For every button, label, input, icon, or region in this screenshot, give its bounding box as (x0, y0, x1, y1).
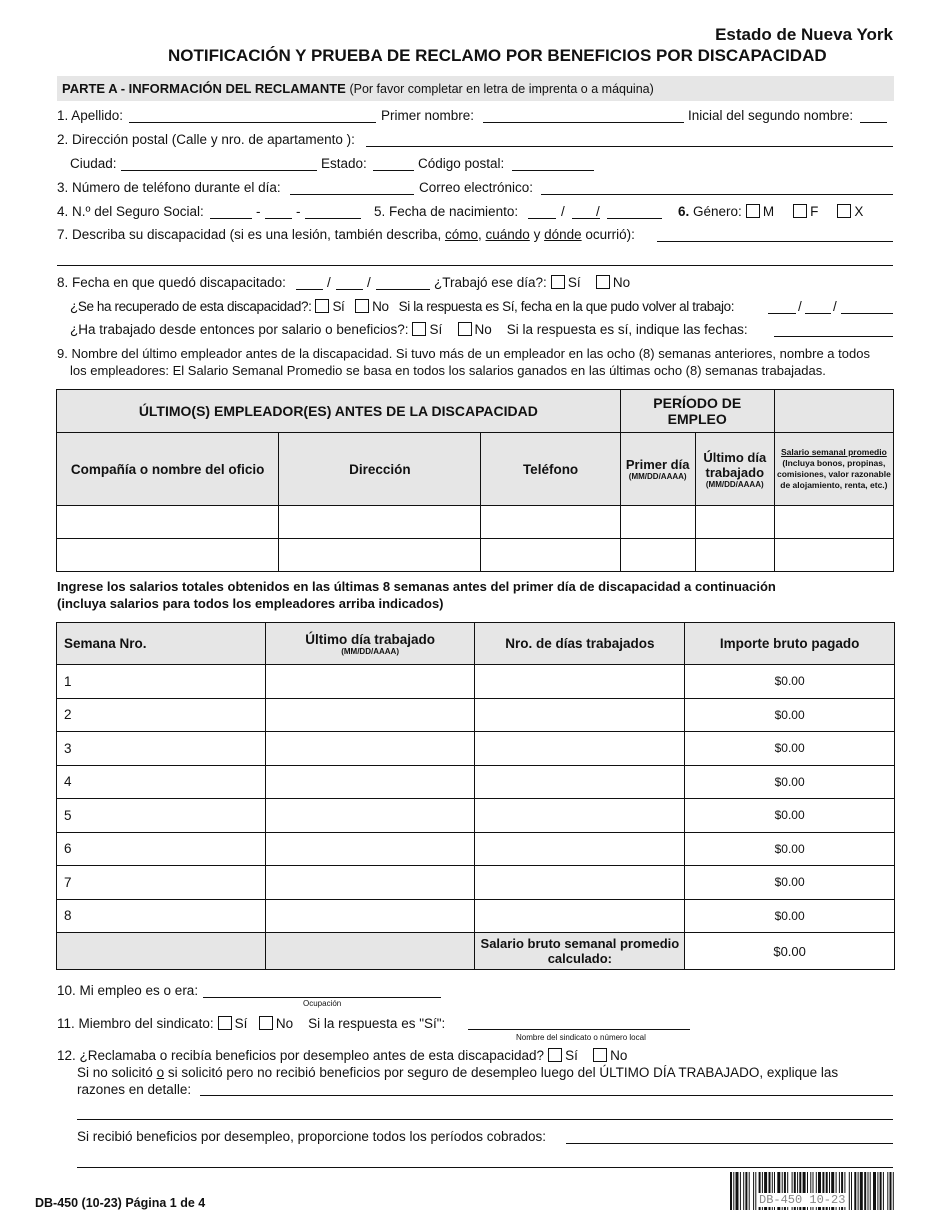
barcode-bar (749, 1172, 750, 1210)
barcode-bar (733, 1172, 734, 1210)
zip-field[interactable] (512, 170, 594, 171)
barcode-bar (877, 1172, 878, 1210)
table-row (57, 732, 895, 766)
worked-since-dates-field[interactable] (774, 336, 893, 337)
recovered-yes-label: Sí (332, 299, 345, 314)
avg-blank-1 (57, 933, 266, 970)
q5-dob-label: 5. Fecha de nacimiento: (374, 204, 519, 219)
barcode-text: DB-450 10-23 (759, 1193, 846, 1207)
week-amount[interactable]: $0.00 (685, 732, 895, 766)
union-yes-label: Sí (234, 1016, 248, 1031)
col-last-day-label: Último día trabajado (703, 449, 767, 480)
week-amount[interactable]: $0.00 (685, 899, 895, 933)
col-wage-last-day (265, 623, 475, 665)
week-days-cell[interactable] (475, 732, 685, 766)
week-last-day-cell[interactable] (265, 832, 475, 866)
employer-cell[interactable] (774, 506, 893, 539)
q12-line-2 (77, 1065, 838, 1081)
barcode-bar (887, 1172, 888, 1210)
return-day-field[interactable] (805, 313, 831, 314)
employer-cell[interactable] (57, 539, 279, 572)
worked-day-yes-checkbox[interactable] (551, 275, 565, 289)
week-amount[interactable]: $0.00 (685, 698, 895, 732)
employer-cell[interactable] (481, 539, 620, 572)
union-no-label: No (275, 1016, 294, 1031)
occupation-caption: Ocupación (303, 999, 342, 1008)
wages-intro-2: (incluya salarios para todos los empleadores arriba indicados) (57, 596, 444, 611)
recovered-if-yes-label: Si la respuesta es Sí, fecha en la que pudo volver al trabajo: (398, 299, 735, 314)
part-a-subtitle: (Por favor completar en letra de imprenta o a máquina) (349, 82, 654, 96)
week-days-cell[interactable] (475, 832, 685, 866)
q6-number: 6. (678, 204, 690, 219)
q7-y: y (533, 227, 541, 242)
gender-label: Género: (693, 204, 742, 219)
col-week: Semana Nro. (57, 623, 266, 665)
gender-m-checkbox[interactable] (746, 204, 760, 218)
unemployment-yes-label: Sí (565, 1048, 578, 1063)
q10-label: 10. Mi empleo es o era: (57, 983, 199, 998)
dob-month-field[interactable] (528, 218, 556, 219)
col-wage-last-day-label: Último día trabajado (305, 631, 435, 647)
unemployment-yes-checkbox[interactable] (548, 1048, 562, 1062)
week-days-cell[interactable] (475, 799, 685, 833)
middle-initial-field[interactable] (860, 122, 887, 123)
recovered-row (70, 299, 734, 315)
wages-intro-1: Ingrese los salarios totales obtenidos en las últimas 8 semanas antes del primer día de discapacidad a continuación (57, 579, 776, 594)
zip-label: Código postal: (418, 156, 505, 171)
city-label: Ciudad: (70, 156, 117, 171)
week-last-day-cell[interactable] (265, 799, 475, 833)
gender-f-label: F (810, 204, 819, 219)
barcode-bar (868, 1172, 869, 1210)
worked-since-if-yes-label: Si la respuesta es sí, indique las fechas: (506, 322, 748, 337)
barcode-bar (864, 1172, 866, 1210)
worked-since-label: ¿Ha trabajado desde entonces por salario o beneficios?: (70, 322, 409, 337)
first-name-field[interactable] (483, 122, 684, 123)
employer-cell[interactable] (620, 539, 695, 572)
avg-value: $0.00 (685, 933, 895, 970)
col-first-day-label: Primer día (625, 457, 690, 472)
q8-disabled-date-label: 8. Fecha en que quedó discapacitado: (57, 275, 286, 290)
col-address: Dirección (279, 433, 481, 506)
q12-row (57, 1048, 627, 1064)
gender-x-label: X (854, 204, 864, 219)
union-yes-checkbox[interactable] (218, 1016, 232, 1030)
occupation-field[interactable] (203, 997, 441, 998)
disabled-year-field[interactable] (376, 289, 430, 290)
q9-line-2: los empleadores: El Salario Semanal Promedio se basa en todos los salarios ganados en las últimas ocho (8) semanas trabajadas. (70, 363, 826, 378)
week-number: 7 (57, 866, 266, 900)
ret-slash-2: / (833, 299, 837, 314)
q12-line-2-o: o (156, 1065, 165, 1080)
col-avg-wage (774, 433, 893, 506)
week-number: 2 (57, 698, 266, 732)
employer-cell[interactable] (279, 506, 481, 539)
part-a-header (57, 76, 894, 101)
week-days-cell[interactable] (475, 899, 685, 933)
ret-slash-1: / (798, 299, 802, 314)
q12-line-4: Si recibió beneficios por desempleo, proporcione todos los períodos cobrados: (77, 1129, 547, 1144)
col-phone: Teléfono (481, 433, 620, 506)
avg-blank-2 (265, 933, 475, 970)
dob-slash-2: / (596, 204, 600, 219)
week-last-day-cell[interactable] (265, 866, 475, 900)
ssn-part1-field[interactable] (210, 218, 252, 219)
disabled-month-field[interactable] (296, 289, 323, 290)
barcode-bar (743, 1172, 744, 1210)
worked-day-no-label: No (612, 275, 631, 290)
employer-main-header: ÚLTIMO(S) EMPLEADOR(ES) ANTES DE LA DISCAPACIDAD (57, 390, 621, 433)
week-last-day-cell[interactable] (265, 765, 475, 799)
periods-field-1[interactable] (566, 1143, 893, 1144)
week-amount[interactable]: $0.00 (685, 765, 895, 799)
q1-last-name-label: 1. Apellido: (57, 108, 124, 123)
worked-day-no-checkbox[interactable] (596, 275, 610, 289)
ssn-part2-field[interactable] (265, 218, 292, 219)
recovered-no-checkbox[interactable] (355, 299, 369, 313)
col-last-day (695, 433, 774, 506)
q12-line-2-post: si solicitó pero no recibió beneficios por seguro de desempleo luego del ÚLTIMO DÍA TRABAJADO, explique las (167, 1065, 839, 1080)
last-name-field[interactable] (129, 122, 376, 123)
table-row (57, 832, 895, 866)
reasons-field-1[interactable] (200, 1095, 893, 1096)
worked-since-row (70, 322, 748, 338)
barcode-bar (880, 1172, 882, 1210)
worked-since-yes-checkbox[interactable] (412, 322, 426, 336)
union-no-checkbox[interactable] (259, 1016, 273, 1030)
q4-ssn-label: 4. N.º del Seguro Social: (57, 204, 204, 219)
week-amount[interactable]: $0.00 (685, 866, 895, 900)
q11-label: 11. Miembro del sindicato: (57, 1016, 214, 1031)
col-company: Compañía o nombre del oficio (57, 433, 279, 506)
week-last-day-cell[interactable] (265, 665, 475, 699)
dob-year-field[interactable] (607, 218, 662, 219)
week-days-cell[interactable] (475, 765, 685, 799)
return-year-field[interactable] (841, 313, 893, 314)
week-number: 6 (57, 832, 266, 866)
phone-field[interactable] (290, 194, 414, 195)
col-first-day (620, 433, 695, 506)
employer-cell[interactable] (695, 539, 774, 572)
unemployment-no-label: No (610, 1048, 628, 1063)
form-title: NOTIFICACIÓN Y PRUEBA DE RECLAMO POR BENEFICIOS POR DISCAPACIDAD (168, 46, 827, 65)
week-last-day-cell[interactable] (265, 732, 475, 766)
barcode-bar (890, 1172, 892, 1210)
barcode-bar (730, 1172, 732, 1210)
unemployment-no-checkbox[interactable] (593, 1048, 607, 1062)
recovered-no-label: No (372, 299, 389, 314)
col-first-day-fmt: (MM/DD/AAAA) (628, 472, 687, 481)
employer-cell[interactable] (481, 506, 620, 539)
barcode-bar (873, 1172, 876, 1210)
week-last-day-cell[interactable] (265, 899, 475, 933)
state-label: Estado: (321, 156, 367, 171)
barcode-bar (849, 1172, 850, 1210)
week-number: 5 (57, 799, 266, 833)
part-a-title: PARTE A - INFORMACIÓN DEL RECLAMANTE (62, 81, 346, 96)
city-field[interactable] (121, 170, 317, 171)
worked-that-day (434, 275, 630, 291)
barcode-bar (870, 1172, 871, 1210)
col-avg-wage-note: (Incluya bonos, propinas, comisiones, valor razonable de alojamiento, renta, etc.) (776, 458, 891, 490)
barcode-bar (883, 1172, 884, 1210)
q7-como: cómo (444, 227, 478, 242)
first-name-label: Primer nombre: (381, 108, 475, 123)
table-row (57, 665, 895, 699)
employer-cell[interactable] (279, 539, 481, 572)
email-label: Correo electrónico: (419, 180, 534, 195)
recovered-yes-checkbox[interactable] (315, 299, 329, 313)
reasons-field-2[interactable] (77, 1119, 893, 1120)
q12-line-2-pre: Si no solicitó (77, 1065, 153, 1080)
worked-that-day-label: ¿Trabajó ese día?: (434, 275, 547, 290)
period-header: PERÍODO DE EMPLEO (620, 390, 774, 433)
q7-text-pre: 7. Describa su discapacidad (si es una lesión, también describa, (57, 227, 442, 242)
barcode-bar (753, 1172, 754, 1210)
week-number: 3 (57, 732, 266, 766)
week-number: 4 (57, 765, 266, 799)
employer-table (56, 389, 894, 572)
table-row (57, 506, 894, 539)
week-days-cell[interactable] (475, 698, 685, 732)
wages-table (56, 622, 895, 970)
ssn-part3-field[interactable] (305, 218, 361, 219)
table-row (57, 866, 895, 900)
barcode-bar (860, 1172, 863, 1210)
q3-phone-label: 3. Número de teléfono durante el día: (57, 180, 281, 195)
barcode-bar (854, 1172, 856, 1210)
disability-field-1[interactable] (657, 241, 893, 242)
disabled-day-field[interactable] (336, 289, 363, 290)
table-row (57, 539, 894, 572)
footer-page-info: DB-450 (10-23) Página 1 de 4 (35, 1196, 206, 1210)
email-field[interactable] (541, 194, 893, 195)
q7-cuando: cuándo (485, 227, 530, 242)
avg-label: Salario bruto semanal promedio calculado: (475, 933, 685, 970)
ssn-dash-2: - (296, 204, 301, 219)
worked-since-yes-label: Sí (429, 322, 443, 337)
union-name-field[interactable] (468, 1029, 690, 1030)
employer-cell[interactable] (57, 506, 279, 539)
state-title: Estado de Nueva York (715, 25, 893, 44)
barcode-bar (736, 1172, 739, 1210)
dis-slash-2: / (367, 275, 371, 290)
week-amount[interactable]: $0.00 (685, 799, 895, 833)
q12-label: 12. ¿Reclamaba o recibía beneficios por desempleo antes de esta discapacidad? (57, 1048, 545, 1063)
week-number: 1 (57, 665, 266, 699)
address-field[interactable] (366, 146, 893, 147)
disability-field-2[interactable] (57, 265, 893, 266)
barcode-bar (851, 1172, 852, 1210)
q7-text-post: ocurrió): (585, 227, 635, 242)
week-amount[interactable]: $0.00 (685, 832, 895, 866)
week-number: 8 (57, 899, 266, 933)
q11-row (57, 1016, 445, 1032)
employer-cell[interactable] (695, 506, 774, 539)
table-row (57, 765, 895, 799)
worked-day-yes-label: Sí (567, 275, 581, 290)
q12-line-3: razones en detalle: (77, 1082, 192, 1097)
employer-cell[interactable] (774, 539, 893, 572)
q11-if-yes-label: Si la respuesta es "Sí": (308, 1016, 446, 1031)
gender-x-checkbox[interactable] (837, 204, 851, 218)
week-last-day-cell[interactable] (265, 698, 475, 732)
q6-gender (678, 204, 863, 220)
barcode-bar (858, 1172, 859, 1210)
employer-cell[interactable] (620, 506, 695, 539)
col-days: Nro. de días trabajados (475, 623, 685, 665)
return-month-field[interactable] (768, 313, 796, 314)
worked-since-no-checkbox[interactable] (458, 322, 472, 336)
state-field[interactable] (373, 170, 414, 171)
col-avg-wage-title: Salario semanal promedio (780, 447, 887, 457)
table-row (57, 698, 895, 732)
q2-address-label: 2. Dirección postal (Calle y nro. de apartamento ): (57, 132, 355, 147)
recovered-label: ¿Se ha recuperado de esta discapacidad?: (70, 299, 312, 314)
worked-since-no-label: No (474, 322, 492, 337)
col-last-day-fmt: (MM/DD/AAAA) (705, 479, 764, 489)
col-gross: Importe bruto pagado (685, 623, 895, 665)
union-caption: Nombre del sindicato o número local (516, 1033, 646, 1042)
gender-m-label: M (762, 204, 775, 219)
barcode-bar (740, 1172, 741, 1210)
blank-header (774, 390, 893, 433)
week-amount[interactable]: $0.00 (685, 665, 895, 699)
col-wage-last-day-fmt: (MM/DD/AAAA) (341, 646, 399, 656)
dob-slash-1: / (561, 204, 565, 219)
barcode-bar (745, 1172, 747, 1210)
periods-field-2[interactable] (77, 1167, 893, 1168)
q9-line-1: 9. Nombre del último empleador antes de la discapacidad. Si tuvo más de un empleador en las ocho (8) semanas anteriores, nombre a todos (57, 346, 870, 361)
week-days-cell[interactable] (475, 665, 685, 699)
q7-disability-label: 7. Describa su discapacidad (si es una lesión, también describa, cómo, cuándo y dónde ocurrió): (57, 227, 635, 242)
dis-slash-1: / (327, 275, 331, 290)
week-days-cell[interactable] (475, 866, 685, 900)
ssn-dash-1: - (256, 204, 261, 219)
q7-donde: dónde (544, 227, 582, 242)
barcode-bar (893, 1172, 894, 1210)
gender-f-checkbox[interactable] (793, 204, 807, 218)
table-row (57, 799, 895, 833)
table-row (57, 899, 895, 933)
middle-initial-label: Inicial del segundo nombre: (688, 108, 854, 123)
